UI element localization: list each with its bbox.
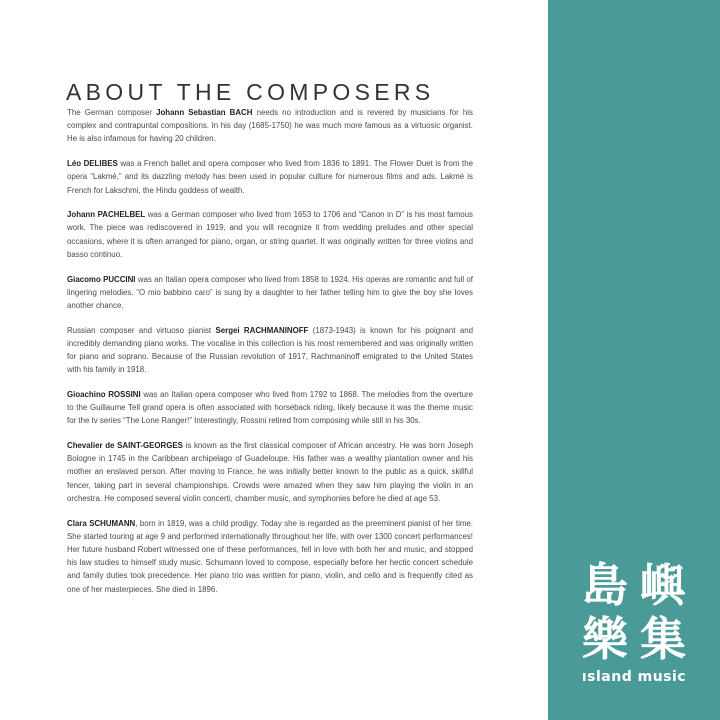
composer-name: Gioachino ROSSINI (67, 389, 141, 399)
composer-list (67, 106, 473, 607)
page-title: ABOUT THE COMPOSERS (66, 79, 435, 106)
composer-name: Johann Sebastian BACH (156, 108, 253, 117)
composer-paragraph-bach: The German composer Johann Sebastian BACH needs no introduction and is revered by musicians for his complex and contrapuntal compositions. In his day (1685-1750) he was much more famous as a virtuosic organist. He is also infamous for having 20 children. (67, 108, 473, 144)
logo-char-isle: 嶼 (640, 558, 686, 612)
composer-name: Clara SCHUMANN (67, 518, 136, 528)
composer-paragraph-pachelbel: Johann PACHELBEL was a German composer who lived from 1653 to 1706 and “Canon in D” is his most famous work. The piece was rediscovered in 1919, and you will recognize it from wedding preludes and other special occasions, where it is often arranged for piano, organ, or string quartet. It was originally written for three violins and basso continuo. (67, 210, 473, 259)
logo-char-music: 樂 (582, 612, 628, 666)
logo-characters (576, 558, 692, 666)
composer-paragraph-puccini: Giacomo PUCCINI was an Italian opera composer who lived from 1858 to 1924. His operas are romantic and full of lingering melodies. “O mio babbino caro” is sung by a daughter to her father telling him to give the boy she loves another chance. (67, 274, 473, 310)
composer-name: Léo DELIBES (67, 159, 118, 169)
logo-subtitle: ısland music (581, 669, 687, 685)
composer-paragraph-delibes: Léo DELIBES was a French ballet and opera composer who lived from 1836 to 1891. The Flower Duet is from the opera “Lakmé,” and its dazzling melody has been used in popular culture for numerous films and ads. Lakmé is French for Lakschmi, the Hindu goddess of wealth. (67, 159, 473, 195)
composer-name: Giacomo PUCCINI (67, 274, 136, 284)
composer-paragraph-rachmaninoff: Russian composer and virtuoso pianist Sergei RACHMANINOFF (1873-1943) is known for his poignant and incredibly demanding piano works. The vocalise in this collection is his most remembered and was originally written for piano and soprano. Because of the Russian revolution of 1917, Rachmaninoff emigrated to the United States with his family in 1918. (67, 325, 473, 375)
island-music-logo (576, 558, 692, 685)
composer-paragraph-saint-georges: Chevalier de SAINT-GEORGES is known as the first classical composer of African ancestry. He was born Joseph Bologne in 1745 in the Caribbean archipelago of Guadeloupe. His father was a wealthy plantation owner and his mother an enslaved person. After moving to France, he was initially better known to the public as a quick, skillful fencer, taking part in several championships. Crowds were amazed when they saw him playing the violin in an orchestra. He composed several violin concerti, chamber music, and symphonies before he died at age 53. (67, 441, 473, 503)
composer-paragraph-rossini: Gioachino ROSSINI was an Italian opera composer who lived from 1792 to 1868. The melodies from the overture to the Guillaume Tell grand opera is often associated with horseback riding, likely because it was the theme music for the tv series “The Lone Ranger!” Interestingly, Rossini retired from composing while still in his 30s. (67, 389, 473, 426)
composer-paragraph-schumann: Clara SCHUMANN, born in 1819, was a child prodigy. Today she is regarded as the preeminent pianist of her time. She started touring at age 9 and performed internationally throughout her life, with over 1300 concert performances! Her future husband Robert witnessed one of these performances, fell in love with both her and music, and stopped his law studies to himself study music. Schumann loved to compose, especially before her hectic concert schedule and family duties took precedence. Her piano trio was written for piano, violin, and cello and is frequently cited as one of her masterpieces. She died in 1896. (67, 518, 473, 594)
composer-name: Sergei RACHMANINOFF (215, 325, 309, 335)
logo-char-collection: 集 (640, 612, 686, 666)
composer-name: Johann PACHELBEL (67, 210, 146, 220)
logo-char-island: 島 (582, 558, 628, 612)
composer-name: Chevalier de SAINT-GEORGES (67, 441, 183, 451)
